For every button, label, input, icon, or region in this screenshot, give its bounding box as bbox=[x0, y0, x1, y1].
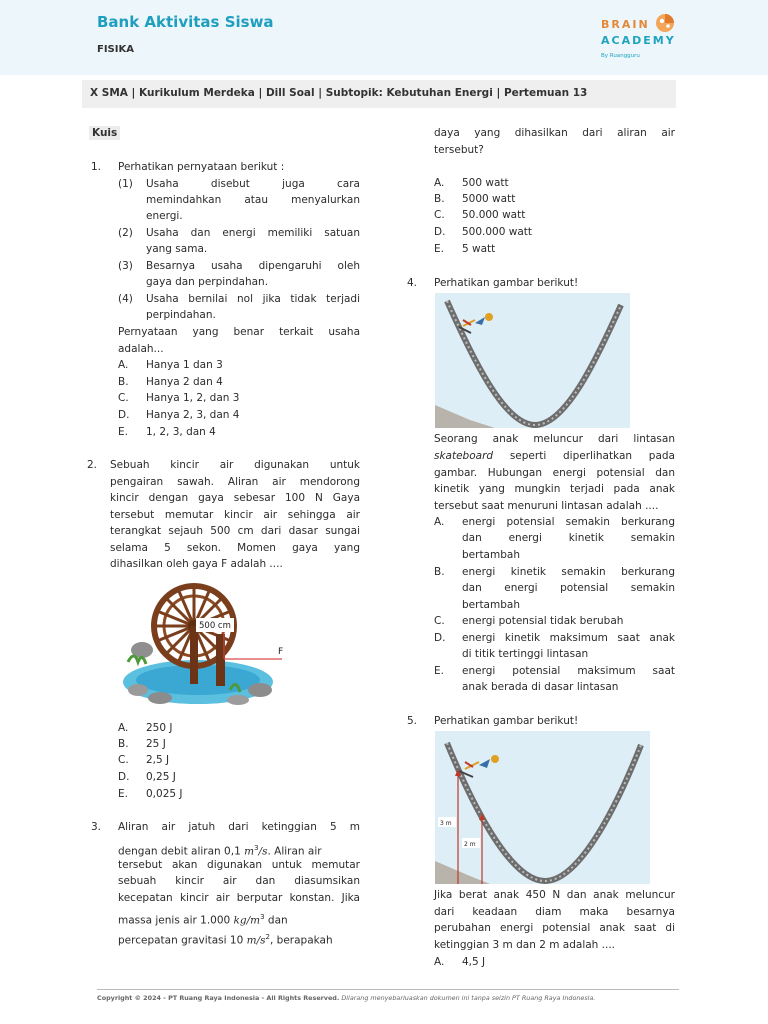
section-heading: Kuis bbox=[89, 126, 120, 140]
question-text: terangkat sejauh 500 cm dari dasar sungai bbox=[110, 525, 360, 537]
statement-number: (2) bbox=[118, 227, 133, 239]
waterwheel-figure bbox=[120, 582, 295, 710]
statement-text: perpindahan. bbox=[146, 309, 216, 321]
document-title: Bank Aktivitas Siswa bbox=[97, 13, 274, 31]
option-text: 50.000 watt bbox=[462, 209, 526, 221]
question-text: kecepatan kincir air berputar konstan. Jika bbox=[118, 892, 360, 904]
question-text: dari keadaan diam maka besarnya bbox=[434, 906, 675, 918]
logo-text-brain: BRAIN bbox=[601, 18, 650, 31]
question-text: selama 5 sekon. Momen gaya yang bbox=[110, 542, 360, 554]
option-letter: D. bbox=[118, 409, 130, 421]
statement-text: Usaha dan energi memiliki satuan bbox=[146, 227, 360, 239]
option-text: 0,25 J bbox=[146, 771, 176, 783]
question-text: Perhatikan gambar berikut! bbox=[434, 715, 579, 727]
option-text: anak berada di dasar lintasan bbox=[462, 681, 619, 693]
topic-bar bbox=[82, 80, 676, 108]
option-text: energi potensial maksimum saat bbox=[462, 665, 675, 677]
option-letter: D. bbox=[118, 771, 130, 783]
height-3m-label: 3 m bbox=[440, 820, 452, 827]
question-text: daya yang dihasilkan dari aliran air bbox=[434, 127, 675, 139]
option-text: 0,025 J bbox=[146, 788, 183, 800]
option-letter: A. bbox=[434, 956, 445, 968]
question-text: dengan debit aliran 0,1 $m^3/s$. Aliran air bbox=[118, 844, 322, 858]
question-text: Perhatikan pernyataan berikut : bbox=[118, 161, 285, 173]
question-text: Seorang anak meluncur dari lintasan bbox=[434, 433, 675, 445]
statement-number: (1) bbox=[118, 178, 133, 190]
statement-text: Usaha bernilai nol jika tidak terjadi bbox=[146, 293, 360, 305]
option-letter: C. bbox=[118, 392, 129, 404]
option-text: dan energi kinetik semakin bbox=[462, 532, 675, 544]
question-text: Aliran air jatuh dari ketinggian 5 m bbox=[118, 821, 360, 833]
option-text: energi potensial tidak berubah bbox=[462, 615, 624, 627]
option-letter: A. bbox=[118, 359, 129, 371]
question-number: 5. bbox=[407, 715, 418, 727]
option-text: 25 J bbox=[146, 738, 166, 750]
option-letter: B. bbox=[434, 193, 445, 205]
question-text: Sebuah kincir air digunakan untuk bbox=[110, 459, 360, 471]
question-text: Perhatikan gambar berikut! bbox=[434, 277, 579, 289]
option-letter: C. bbox=[118, 754, 129, 766]
logo-byline: By Ruangguru bbox=[601, 53, 640, 59]
question-text: tersebut memutar kincir air sehingga air bbox=[110, 509, 360, 521]
option-letter: E. bbox=[434, 243, 444, 255]
option-letter: E. bbox=[118, 426, 128, 438]
option-text: 4,5 J bbox=[462, 956, 486, 968]
question-number: 2. bbox=[87, 459, 98, 471]
statement-text: gaya dan perpindahan. bbox=[146, 276, 269, 288]
option-text: bertambah bbox=[462, 599, 520, 611]
question-text: tersebut saat menuruni lintasan adalah .... bbox=[434, 500, 659, 512]
option-text: energi kinetik semakin berkurang bbox=[462, 566, 675, 578]
subject-label: FISIKA bbox=[97, 44, 134, 55]
question-number: 4. bbox=[407, 277, 418, 289]
option-letter: E. bbox=[118, 788, 128, 800]
option-letter: A. bbox=[434, 516, 445, 528]
statement-number: (3) bbox=[118, 260, 133, 272]
option-text: dan energi potensial semakin bbox=[462, 582, 675, 594]
distance-label: 500 cm bbox=[199, 621, 231, 631]
question-text: kincir dengan gaya sebesar 100 N Gaya bbox=[110, 492, 360, 504]
option-letter: E. bbox=[434, 665, 444, 677]
force-label: F bbox=[278, 647, 284, 657]
question-text: Jika berat anak 450 N dan anak meluncur bbox=[434, 889, 675, 901]
option-text: Hanya 1, 2, dan 3 bbox=[146, 392, 240, 404]
question-text: skateboard seperti diperlihatkan pada bbox=[434, 450, 675, 462]
question-text: tersebut akan digunakan untuk memutar bbox=[118, 859, 360, 871]
question-text: kinetik yang mungkin terjadi pada anak bbox=[434, 483, 675, 495]
statement-text: Usaha disebut juga cara bbox=[146, 178, 360, 190]
brain-logo-icon bbox=[653, 12, 679, 34]
option-text: Hanya 1 dan 3 bbox=[146, 359, 223, 371]
statement-text: memindahkan atau menyalurkan bbox=[146, 194, 360, 206]
question-text: massa jenis air 1.000 $kg/m^3$ dan bbox=[118, 913, 288, 927]
question-text: adalah... bbox=[118, 343, 164, 355]
question-text: Pernyataan yang benar terkait usaha bbox=[118, 326, 360, 338]
question-text: tersebut? bbox=[434, 144, 484, 156]
question-text: sebuah kincir air dan diasumsikan bbox=[118, 875, 360, 887]
statement-text: Besarnya usaha dipengaruhi oleh bbox=[146, 260, 360, 272]
option-text: di titik tertinggi lintasan bbox=[462, 648, 589, 660]
option-text: Hanya 2 dan 4 bbox=[146, 376, 223, 388]
option-text: 1, 2, 3, dan 4 bbox=[146, 426, 216, 438]
option-letter: B. bbox=[434, 566, 445, 578]
option-letter: B. bbox=[118, 376, 129, 388]
question-text: perubahan energi potensial anak saat di bbox=[434, 922, 675, 934]
option-text: Hanya 2, 3, dan 4 bbox=[146, 409, 240, 421]
option-text: 250 J bbox=[146, 722, 173, 734]
question-text: gambar. Hubungan energi potensial dan bbox=[434, 467, 675, 479]
page-header bbox=[0, 0, 768, 75]
question-text: percepatan gravitasi 10 $m/s^2$, berapakah bbox=[118, 933, 333, 947]
topic-bar-text: X SMA | Kurikulum Merdeka | Dill Soal | Subtopik: Kebutuhan Energi | Pertemuan 13 bbox=[90, 87, 588, 99]
option-text: 5000 watt bbox=[462, 193, 516, 205]
option-text: energi potensial semakin berkurang bbox=[462, 516, 675, 528]
statement-number: (4) bbox=[118, 293, 133, 305]
option-text: 500.000 watt bbox=[462, 226, 533, 238]
statement-text: yang sama. bbox=[146, 243, 208, 255]
option-text: 5 watt bbox=[462, 243, 496, 255]
question-text: ketinggian 3 m dan 2 m adalah .... bbox=[434, 939, 616, 951]
option-text: 500 watt bbox=[462, 177, 509, 189]
copyright-notice: Copyright © 2024 - PT Ruang Raya Indonesia - All Rights Reserved. Dilarang menyebarluaskan dokumen ini tanpa seizin PT Ruang Raya Indonesia. bbox=[97, 994, 596, 1002]
option-letter: C. bbox=[434, 209, 445, 221]
question-number: 1. bbox=[91, 161, 102, 173]
option-letter: D. bbox=[434, 632, 446, 644]
option-letter: A. bbox=[434, 177, 445, 189]
option-text: energi kinetik maksimum saat anak bbox=[462, 632, 675, 644]
brain-academy-logo bbox=[601, 12, 681, 62]
option-letter: B. bbox=[118, 738, 129, 750]
height-2m-label: 2 m bbox=[464, 841, 476, 848]
option-text: bertambah bbox=[462, 549, 520, 561]
question-text: dihasilkan oleh gaya F adalah .... bbox=[110, 558, 283, 570]
logo-text-academy: ACADEMY bbox=[601, 34, 676, 47]
option-letter: C. bbox=[434, 615, 445, 627]
option-letter: D. bbox=[434, 226, 446, 238]
question-number: 3. bbox=[91, 821, 102, 833]
option-text: 2,5 J bbox=[146, 754, 170, 766]
skate-track-height-figure bbox=[435, 731, 650, 884]
statement-text: energi. bbox=[146, 210, 183, 222]
skate-track-figure bbox=[435, 293, 630, 428]
option-letter: A. bbox=[118, 722, 129, 734]
question-text: pengairan sawah. Aliran air mendorong bbox=[110, 476, 360, 488]
footer-divider bbox=[97, 989, 679, 990]
